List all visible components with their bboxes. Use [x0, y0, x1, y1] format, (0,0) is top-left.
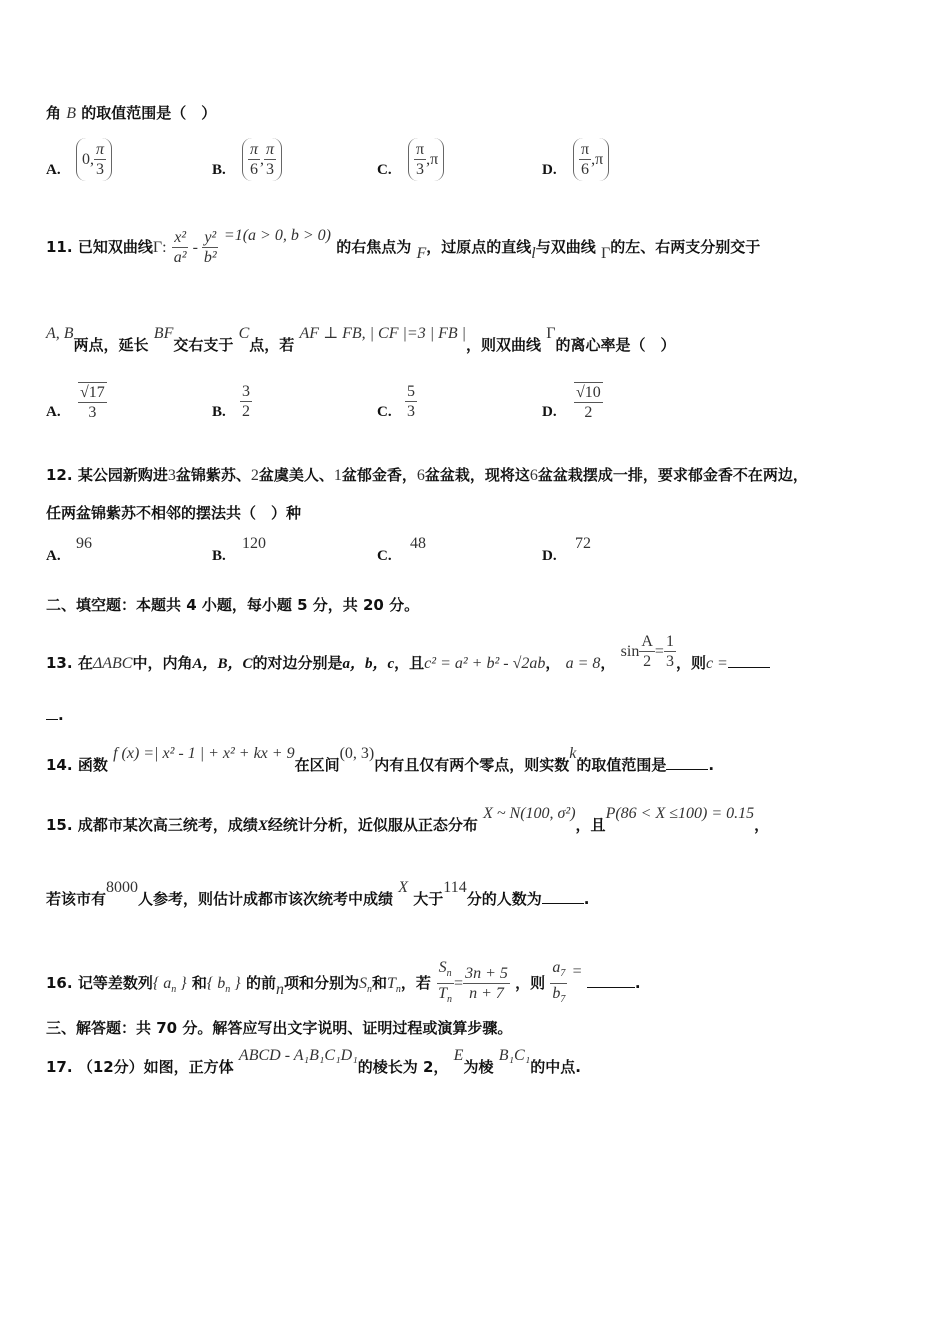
answer-blank[interactable] — [666, 757, 708, 770]
q10-option-d[interactable]: $\frac{\pi}{6}$ , π — [573, 138, 609, 181]
gamma-symbol: Γ — [600, 245, 611, 262]
q11-text: 的左、右两支分别交于 — [610, 238, 761, 256]
fraction: $\frac{\pi}{6}$ — [581, 141, 590, 178]
q16-text: 和 — [191, 974, 207, 993]
q15-score: 114 — [443, 879, 467, 896]
q12-option-a[interactable]: 96 — [76, 535, 92, 552]
fraction: $\frac{\pi}{6}$ — [250, 141, 259, 178]
q16-var: n — [275, 981, 284, 999]
q10-var: B — [66, 105, 77, 122]
q11-option-c-label[interactable]: C. — [377, 404, 392, 420]
q17-cube: ABCD - A₁B₁C₁D₁ — [238, 1047, 358, 1064]
q13-text: ，且 — [394, 654, 425, 672]
gamma-symbol: Γ — [152, 239, 163, 256]
q10-option-a[interactable]: 0 , $\frac{\pi}{3}$ — [76, 138, 112, 181]
q12-option-b-label[interactable]: B. — [212, 548, 226, 564]
q11-option-c[interactable] — [405, 382, 417, 421]
q11-var: l — [531, 245, 536, 262]
q11-option-a-label[interactable]: A. — [46, 404, 61, 420]
q10-stem — [46, 102, 216, 123]
fraction: $\frac{\pi}{3}$ — [96, 141, 105, 178]
gamma-symbol: Γ — [546, 325, 556, 342]
q14-stem — [46, 745, 715, 775]
q11-text: 与双曲线 — [535, 238, 596, 256]
question-number: 11. — [46, 238, 73, 256]
q17-text: 为棱 — [463, 1058, 494, 1076]
q15-count: 8000 — [106, 879, 139, 896]
q11-option-b[interactable] — [240, 382, 252, 421]
q15-var: X — [257, 818, 268, 834]
q13-stem: 13. 在ΔABC中，内角A，B，C的对边分别是a，b，c，且c² = a² + b² - √2ab， a = 8， sin $\frac{A}{2}$ = $\frac{1}{3}$ ，则c = — [46, 644, 770, 683]
question-number: 17. — [46, 1058, 73, 1076]
q10-text: 角 — [46, 104, 62, 122]
q14-text: 内有且仅有两个零点，则实数 — [374, 756, 570, 774]
q15-text: ， — [754, 816, 770, 834]
question-number: 14. — [46, 756, 73, 774]
q12-option-c-label[interactable]: C. — [377, 548, 392, 564]
question-number: 12. — [46, 466, 73, 484]
q11-stem-line2 — [46, 325, 676, 355]
q11-stem-line1: 11. 已知双曲线Γ: $\frac{\text{x²}}{\text{a²}}$ - $\frac{\text{y²}}{\text{b²}}$ =1(a > 0, b > 0) 的右焦点为 F，过原点的直线l与双曲线 Γ的左、右两支分别交于 — [46, 227, 761, 266]
period: . — [58, 706, 64, 724]
sum-S: $S_n$ — [358, 975, 372, 996]
q16-text: ，则 — [515, 974, 546, 993]
q12-num: 2 — [250, 467, 259, 484]
q11-text: 的离心率是（ ） — [555, 336, 676, 354]
period: . — [583, 890, 590, 908]
fraction: $\frac{\text{x²}}{\text{a²}}$ — [173, 229, 187, 266]
q11-option-d[interactable] — [574, 382, 603, 422]
fraction: $\frac{a_7}{b_7}$ — [552, 959, 566, 1006]
q11-var: BF — [153, 325, 174, 342]
q13-triangle: ΔABC — [92, 655, 133, 672]
q12-text: 盆盆栽摆成一排，要求郁金香不在两边， — [537, 466, 808, 484]
q13-text: 中，内角 — [132, 654, 193, 672]
q12-text: 盆郁金香， — [341, 466, 417, 484]
q13-sides: a，b，c — [342, 656, 395, 672]
q11-var: F — [416, 245, 427, 262]
q10-option-d-label[interactable]: D. — [542, 162, 557, 178]
sequence-b: { $b_n$ } — [206, 975, 241, 996]
q15-distribution: X ~ N(100, σ²) — [483, 805, 576, 822]
q11-var: A, B — [46, 325, 74, 342]
section-3-heading: 三、解答题：共 70 分。解答应写出文字说明、证明过程或演算步骤。 — [46, 1019, 513, 1037]
fraction: $\frac{1}{3}$ — [665, 633, 674, 670]
q12-option-d[interactable]: 72 — [575, 535, 591, 552]
q15-stem-line2 — [46, 879, 590, 909]
q15-text: 分的人数为 — [466, 890, 542, 908]
q14-var: k — [569, 745, 577, 762]
q11-text: 已知双曲线 — [77, 238, 153, 256]
q11-text: 两点，延长 — [73, 336, 149, 354]
q16-text: 记等差数列 — [77, 974, 153, 993]
q10-option-b[interactable]: $\frac{\pi}{6}$ , $\frac{\pi}{3}$ — [242, 138, 282, 181]
q11-text: 点，若 — [249, 336, 295, 354]
q14-function: f (x) =| x² - 1 | + x² + kx + 9 — [113, 745, 295, 762]
q12-stem-line1 — [46, 464, 808, 485]
fraction: $\frac{S_n}{T_n}$ — [438, 959, 453, 1006]
q12-text: 盆虞美人、 — [258, 466, 334, 484]
sum-T: $T_n$ — [386, 975, 401, 996]
q11-option-d-label[interactable]: D. — [542, 404, 557, 420]
fraction: $\frac{5}{3}$ — [407, 383, 415, 420]
q12-text: 盆盆栽，现将这 — [424, 466, 530, 484]
equals: = — [572, 963, 582, 981]
q11-condition: AF ⊥ FB, | CF |=3 | FB | — [299, 325, 467, 342]
q17-stem — [46, 1047, 581, 1077]
q17-text: 的棱长为 2， — [357, 1058, 449, 1076]
fraction: $\frac{\text{y²}}{\text{b²}}$ — [203, 229, 217, 266]
answer-blank[interactable] — [587, 975, 635, 988]
q13-continuation — [46, 706, 64, 724]
q12-text: 盆锦紫苏、 — [175, 466, 251, 484]
fraction: $\frac{A}{2}$ — [641, 633, 653, 670]
q16-text: 和 — [371, 974, 387, 993]
q15-text: 大于 — [413, 890, 444, 908]
q12-option-d-label[interactable]: D. — [542, 548, 557, 564]
q12-stem-line2: 任两盆锦紫苏不相邻的摆法共（ ）种 — [46, 504, 302, 522]
q12-num: 3 — [167, 467, 176, 484]
q15-text: 成都市某次高三统考，成绩 — [77, 816, 258, 834]
q11-text: 的右焦点为 — [336, 238, 412, 256]
answer-blank[interactable] — [542, 891, 584, 904]
q13-angles: A，B，C — [192, 656, 253, 672]
period: . — [708, 756, 715, 774]
q12-num: 6 — [416, 467, 425, 484]
q10-option-a-label[interactable]: A. — [46, 162, 61, 178]
q10-option-c-label[interactable]: C. — [377, 162, 392, 178]
q12-option-a-label[interactable]: A. — [46, 548, 61, 564]
q13-equation: c² = a² + b² - √2ab — [424, 655, 546, 672]
q12-num: 6 — [529, 467, 538, 484]
q12-num: 1 — [333, 467, 342, 484]
q16-stem: 16. 记等差数列{ $a_n$ } 和{ $b_n$ } 的前n项和分别为$S_n$和$T_n$，若 $\frac{S_n}{T_n}$ = $\frac{3n + 5}{n + 7}$ ，则 $\frac{a_7}{b_7}$ = . — [46, 958, 641, 1009]
q10-text: 的取值范围是（ ） — [81, 104, 217, 122]
q10-option-b-label[interactable]: B. — [212, 162, 226, 178]
q17-text: （12分）如图，正方体 — [77, 1058, 234, 1076]
fraction: $\frac{√17}{3}$ — [80, 384, 105, 421]
q13-text: 在 — [77, 654, 93, 672]
q15-text: 若该市有 — [46, 890, 107, 908]
q15-var: X — [398, 879, 409, 896]
q16-text: ，若 — [400, 974, 431, 993]
option-math: π — [595, 150, 604, 168]
q12-text: 某公园新购进 — [77, 466, 168, 484]
fraction: $\frac{3n + 5}{n + 7}$ — [465, 965, 508, 1003]
option-math: π — [430, 150, 439, 168]
q13-a-value: a = 8 — [565, 655, 601, 672]
q15-text: 人参考，则估计成都市该次统考中成绩 — [138, 890, 394, 908]
q17-var: E — [453, 1047, 464, 1064]
q13-text: ， — [600, 654, 616, 672]
q11-text: ，过原点的直线 — [426, 238, 532, 256]
q14-text: 函数 — [77, 756, 108, 774]
question-number: 13. — [46, 654, 73, 672]
q14-interval: (0, 3) — [339, 745, 375, 762]
q15-probability: P(86 < X ≤100) = 0.15 — [605, 805, 755, 822]
q12-option-c[interactable]: 48 — [410, 535, 426, 552]
q13-text: ，则 — [675, 654, 706, 672]
q12-option-b[interactable]: 120 — [242, 535, 266, 552]
q10-option-c[interactable]: $\frac{\pi}{3}$ , π — [408, 138, 444, 181]
fraction: $\frac{√10}{2}$ — [576, 384, 601, 421]
sin-func: sin — [620, 643, 640, 660]
q11-option-a[interactable] — [78, 382, 107, 422]
q13-text: 的对边分别是 — [252, 654, 343, 672]
q13-text: ， — [545, 654, 561, 672]
q16-text: 的前 — [245, 974, 276, 993]
q15-stem-line1 — [46, 805, 770, 835]
q15-text: 经统计分析，近似服从正态分布 — [267, 816, 478, 834]
answer-blank-continuation[interactable] — [46, 707, 58, 720]
q17-edge: B₁C₁ — [498, 1047, 531, 1064]
q11-text: ，则双曲线 — [466, 336, 542, 354]
q11-condition: =1(a > 0, b > 0) — [223, 227, 331, 244]
q14-text: 的取值范围是 — [576, 756, 667, 774]
q16-text: 项和分别为 — [283, 974, 359, 993]
q11-option-b-label[interactable]: B. — [212, 404, 226, 420]
q14-text: 在区间 — [294, 756, 340, 774]
q11-text: 交右支于 — [173, 336, 234, 354]
period: . — [634, 974, 641, 993]
q15-text: ，且 — [575, 816, 606, 834]
q17-text: 的中点. — [530, 1058, 581, 1076]
fraction: $\frac{\pi}{3}$ — [266, 141, 275, 178]
q11-var: C — [238, 325, 250, 342]
option-math: 0 — [82, 150, 90, 168]
question-number: 16. — [46, 974, 73, 993]
q13-c: c = — [705, 655, 728, 672]
fraction: $\frac{3}{2}$ — [242, 383, 250, 420]
answer-blank[interactable] — [728, 655, 770, 668]
question-number: 15. — [46, 816, 73, 834]
fraction: $\frac{\pi}{3}$ — [416, 141, 425, 178]
sequence-a: { $a_n$ } — [152, 975, 187, 996]
section-2-heading: 二、填空题：本题共 4 小题，每小题 5 分，共 20 分。 — [46, 596, 420, 614]
